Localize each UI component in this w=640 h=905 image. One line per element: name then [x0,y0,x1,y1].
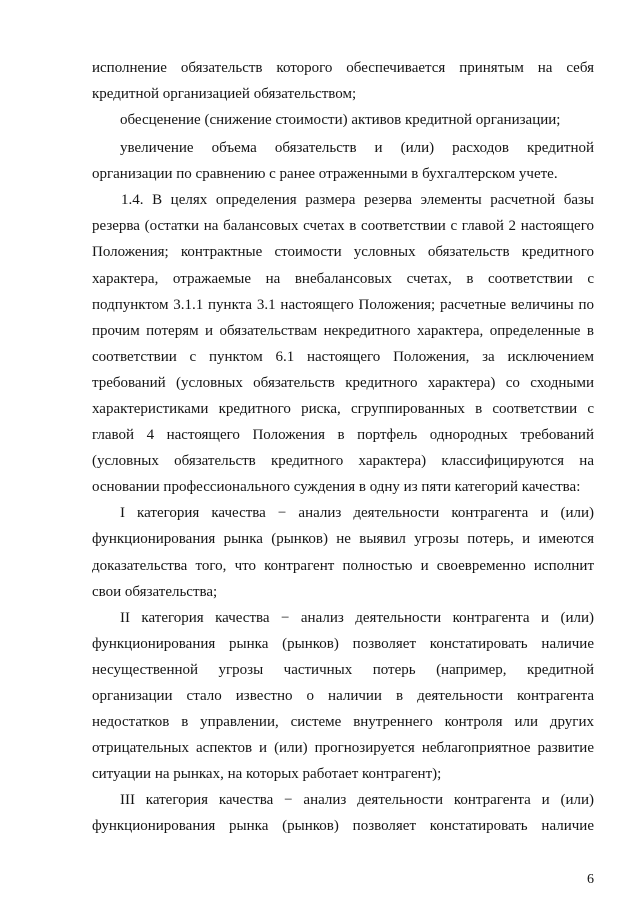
text-line: недостатков в управлении, системе внутреннего контроля или других [92,714,594,730]
text-line: функционирования рынка (рынков) позволяет констатировать наличие [92,636,594,652]
text-line: увеличение объема обязательств и (или) расходов кредитной [120,140,594,156]
text-line: II категория качества − анализ деятельности контрагента и (или) [120,610,594,626]
text-line: несущественной угрозы частичных потерь (например, кредитной [92,662,594,678]
text-line: I категория качества − анализ деятельности контрагента и (или) [120,505,594,521]
text-line: (условных обязательств кредитного характера) классифицируются на [92,453,594,469]
text-line: доказательства того, что контрагент полностью и своевременно исполнит [92,558,594,574]
text-line: III категория качества − анализ деятельности контрагента и (или) [120,792,594,808]
text-line: исполнение обязательств которого обеспечивается принятым на себя [92,60,594,76]
text-line: резерва (остатки на балансовых счетах в соответствии с главой 2 настоящего [92,218,594,234]
text-line: отрицательных аспектов и (или) прогнозируется неблагоприятное развитие [92,740,594,756]
text-line: функционирования рынка (рынков) позволяет констатировать наличие [92,818,594,834]
page-number: 6 [587,872,594,887]
text-line: ситуации на рынках, на которых работает контрагент); [92,766,442,782]
text-line: свои обязательства; [92,584,218,600]
text-line: организации по сравнению с ранее отраженными в бухгалтерском учете. [92,166,558,182]
text-line: основании профессионального суждения в одну из пяти категорий качества: [92,479,581,495]
text-line: главой 4 настоящего Положения в портфель однородных требований [92,427,594,443]
text-line: подпунктом 3.1.1 пункта 3.1 настоящего Положения; расчетные величины по [92,297,594,313]
text-line: обесценение (снижение стоимости) активов кредитной организации; [120,112,561,128]
text-line: характера, отражаемые на внебалансовых счетах, в соответствии с [92,271,594,287]
text-line: функционирования рынка (рынков) не выявил угрозы потерь, и имеются [92,531,594,547]
text-line: требований (условных обязательств кредитного характера) со сходными [92,375,594,391]
text-line: Положения; контрактные стоимости условных обязательств кредитного [92,244,594,260]
text-line: прочим потерям и обязательствам некредитного характера, определенные в [92,323,594,339]
text-line: кредитной организацией обязательством; [92,86,357,102]
text-line: организации стало известно о наличии в деятельности контрагента [92,688,594,704]
text-line: соответствии с пунктом 6.1 настоящего Положения, за исключением [92,349,594,365]
text-line: 1.4. В целях определения размера резерва элементы расчетной базы [121,192,594,208]
text-line: характеристиками кредитного риска, сгруппированных в соответствии с [92,401,594,417]
